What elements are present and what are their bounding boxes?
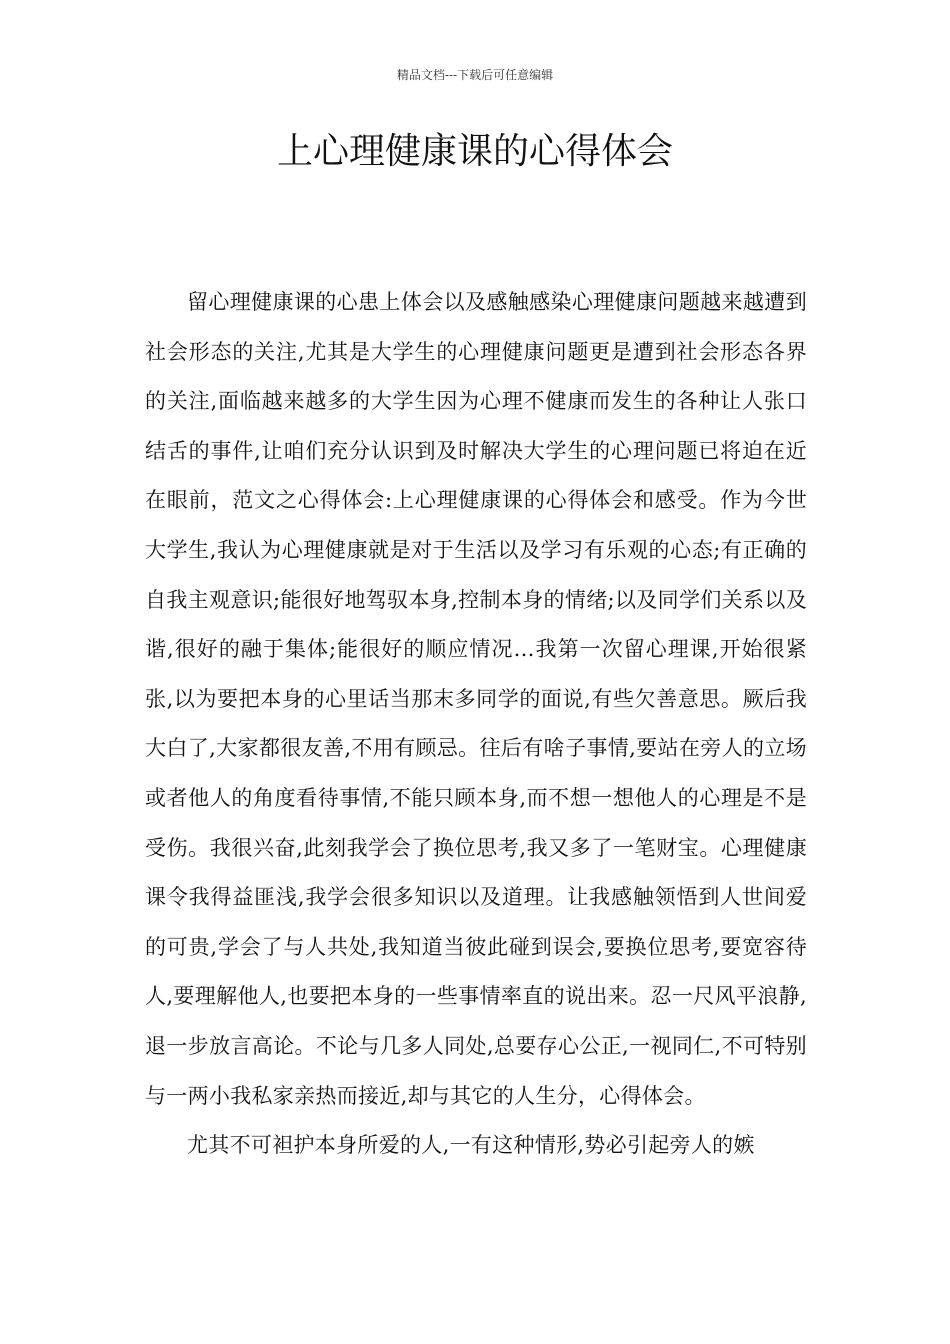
document-body bbox=[145, 278, 807, 1171]
paragraph: 留心理健康课的心患上体会以及感触感染心理健康问题越来越遭到社会形态的关注,尤其是大学生的心理健康问题更是遭到社会形态各界的关注,面临越来越多的大学生因为心理不健康而发生的各种让人张口结舌的事件,让咱们充分认识到及时解决大学生的心理问题已将迫在近在眼前，范文之心得体会:上心理健康课的心得体会和感受。作为今世大学生,我认为心理健康就是对于生活以及学习有乐观的心态;有正确的自我主观意识;能很好地驾驭本身,控制本身的情绪;以及同学们关系以及谐,很好的融于集体;能很好的顺应情况…我第一次留心理课,开始很紧张,以为要把本身的心里话当那末多同学的面说,有些欠善意思。厥后我大白了,大家都很友善,不用有顾忌。往后有啥子事情,要站在旁人的立场或者他人的角度看待事情,不能只顾本身,而不想一想他人的心理是不是受伤。我很兴奋,此刻我学会了换位思考,我又多了一笔财宝。心理健康课令我得益匪浅,我学会很多知识以及道理。让我感触领悟到人世间爱的可贵,学会了与人共处,我知道当彼此碰到误会,要换位思考,要宽容待人,要理解他人,也要把本身的一些事情率直的说出来。忍一尺风平浪静,退一步放言高论。不论与几多人同处,总要存心公正,一视同仁,不可特别与一两小我私家亲热而接近,却与其它的人生分，心得体会。 bbox=[145, 290, 807, 1108]
document-title: 上心理健康课的心得体会 bbox=[276, 131, 673, 172]
paragraph: 尤其不可袒护本身所爱的人,一有这种情形,势必引起旁人的嫉 bbox=[187, 1133, 755, 1158]
header-note: 精品文档---下载后可任意编辑 bbox=[396, 68, 554, 82]
